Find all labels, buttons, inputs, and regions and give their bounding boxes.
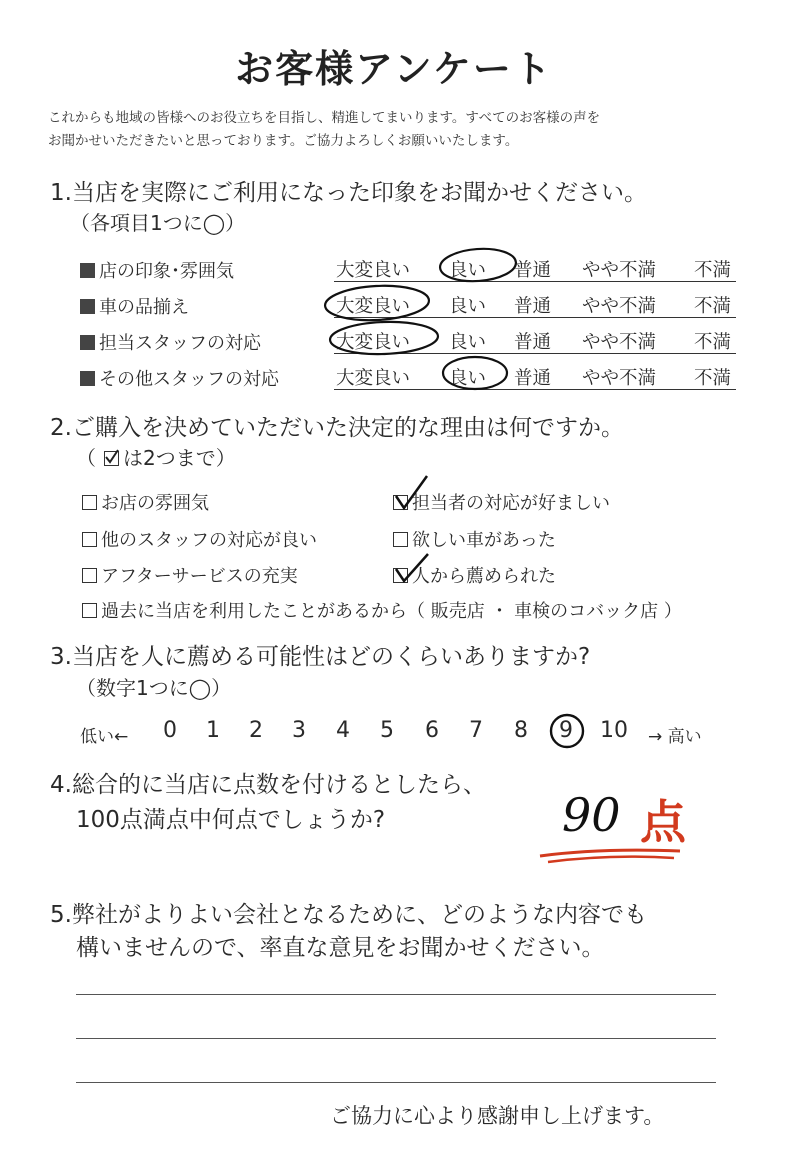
checkbox-icon <box>82 603 97 618</box>
row-underline <box>334 353 736 354</box>
checkbox-icon <box>393 532 408 547</box>
option-fuman[interactable]: 不満 <box>694 296 732 317</box>
option-fuman[interactable]: 不満 <box>694 332 732 353</box>
row-underline <box>334 281 736 282</box>
option-futsuu[interactable]: 普通 <box>514 260 552 281</box>
q5-heading-line-1: 5.弊社がよりよい会社となるために、どのような内容でも <box>50 902 647 928</box>
q1-heading: 1.当店を実際にご利用になった印象をお聞かせください。 <box>50 180 647 206</box>
option-taihen-yoi[interactable]: 大変良い <box>336 296 411 317</box>
option-futsuu[interactable]: 普通 <box>514 296 552 317</box>
option-taihen-yoi[interactable]: 大変良い <box>336 368 411 389</box>
q5-heading-line-2: 構いませんので、率直な意見をお聞かせください。 <box>76 935 605 961</box>
q1-row-label: 店の印象･雰囲気 <box>80 257 234 283</box>
footer-thanks: ご協力に心より感謝申し上げます。 <box>330 1104 665 1128</box>
checkbox-icon <box>393 495 408 510</box>
q2-heading: 2.ご購入を決めていただいた決定的な理由は何ですか。 <box>50 415 624 441</box>
square-bullet-icon <box>80 263 95 278</box>
scale-high-label: → 高い <box>648 727 702 747</box>
square-bullet-icon <box>80 371 95 386</box>
checkbox-after-service[interactable]: アフターサービスの充実 <box>82 562 298 588</box>
scale-low-label: 低い← <box>80 727 129 747</box>
option-taihen-yoi[interactable]: 大変良い <box>336 260 411 281</box>
option-futsuu[interactable]: 普通 <box>514 368 552 389</box>
option-futsuu[interactable]: 普通 <box>514 332 552 353</box>
option-yoi[interactable]: 良い <box>449 260 487 281</box>
scale-1[interactable]: 1 <box>206 718 220 743</box>
page-title: お客様アンケート <box>235 47 553 91</box>
scale-2[interactable]: 2 <box>249 718 263 743</box>
option-yaya-fuman[interactable]: やや不満 <box>582 332 657 353</box>
checkbox-icon <box>82 568 97 583</box>
q3-heading: 3.当店を人に薦める可能性はどのくらいありますか? <box>50 644 591 670</box>
scale-3[interactable]: 3 <box>292 718 306 743</box>
write-in-line[interactable] <box>76 994 716 995</box>
checkbox-past-use[interactable]: 過去に当店を利用したことがあるから（ 販売店 ・ 車検のコバック店 ） <box>82 597 682 623</box>
row-underline <box>334 317 736 318</box>
scale-4[interactable]: 4 <box>336 718 350 743</box>
square-bullet-icon <box>80 299 95 314</box>
q2-note: （ は2つまで） <box>76 446 236 470</box>
scale-9[interactable]: 9 <box>559 718 573 743</box>
q1-row-label: 担当スタッフの対応 <box>80 329 261 355</box>
option-yoi[interactable]: 良い <box>449 296 487 317</box>
checkbox-icon <box>82 495 97 510</box>
q4-heading-line-1: 4.総合的に当店に点数を付けるとしたら、 <box>50 772 486 798</box>
checkbox-other-staff[interactable]: 他のスタッフの対応が良い <box>82 526 317 552</box>
checkbox-sample-icon <box>104 451 119 466</box>
square-bullet-icon <box>80 335 95 350</box>
option-yaya-fuman[interactable]: やや不満 <box>582 260 657 281</box>
checkbox-oten-no-fun-iki[interactable]: お店の雰囲気 <box>82 489 209 515</box>
option-yaya-fuman[interactable]: やや不満 <box>582 296 657 317</box>
write-in-line[interactable] <box>76 1082 716 1083</box>
handwritten-score[interactable]: 90 <box>562 788 621 842</box>
q4-heading-line-2: 100点満点中何点でしょうか? <box>76 807 386 833</box>
intro-line-2: お聞かせいただきたいと思っております。ご協力よろしくお願いいたします。 <box>48 133 519 149</box>
red-underline-score-2 <box>548 857 674 862</box>
option-yoi[interactable]: 良い <box>449 332 487 353</box>
scale-0[interactable]: 0 <box>163 718 177 743</box>
q1-row-label: その他スタッフの対応 <box>80 365 279 391</box>
checkbox-tantousha[interactable]: 担当者の対応が好ましい <box>393 489 610 515</box>
scale-7[interactable]: 7 <box>469 718 483 743</box>
q1-row-label: 車の品揃え <box>80 293 189 319</box>
option-yoi[interactable]: 良い <box>449 368 487 389</box>
option-taihen-yoi[interactable]: 大変良い <box>336 332 411 353</box>
checkbox-wanted-car[interactable]: 欲しい車があった <box>393 526 556 552</box>
checkbox-recommended[interactable]: 人から薦められた <box>393 562 556 588</box>
write-in-line[interactable] <box>76 1038 716 1039</box>
checkbox-icon <box>393 568 408 583</box>
q1-note: （各項目1つに◯） <box>70 211 246 235</box>
q3-note: （数字1つに◯） <box>76 676 232 700</box>
scale-5[interactable]: 5 <box>380 718 394 743</box>
score-unit: 点 <box>640 795 686 849</box>
option-yaya-fuman[interactable]: やや不満 <box>582 368 657 389</box>
intro-line-1: これからも地域の皆様へのお役立ちを目指し、精進してまいります。すべてのお客様の声を <box>48 110 601 126</box>
option-fuman[interactable]: 不満 <box>694 260 732 281</box>
option-fuman[interactable]: 不満 <box>694 368 732 389</box>
scale-10[interactable]: 10 <box>600 718 628 743</box>
row-underline <box>334 389 736 390</box>
scale-6[interactable]: 6 <box>425 718 439 743</box>
scale-8[interactable]: 8 <box>514 718 528 743</box>
checkbox-icon <box>82 532 97 547</box>
